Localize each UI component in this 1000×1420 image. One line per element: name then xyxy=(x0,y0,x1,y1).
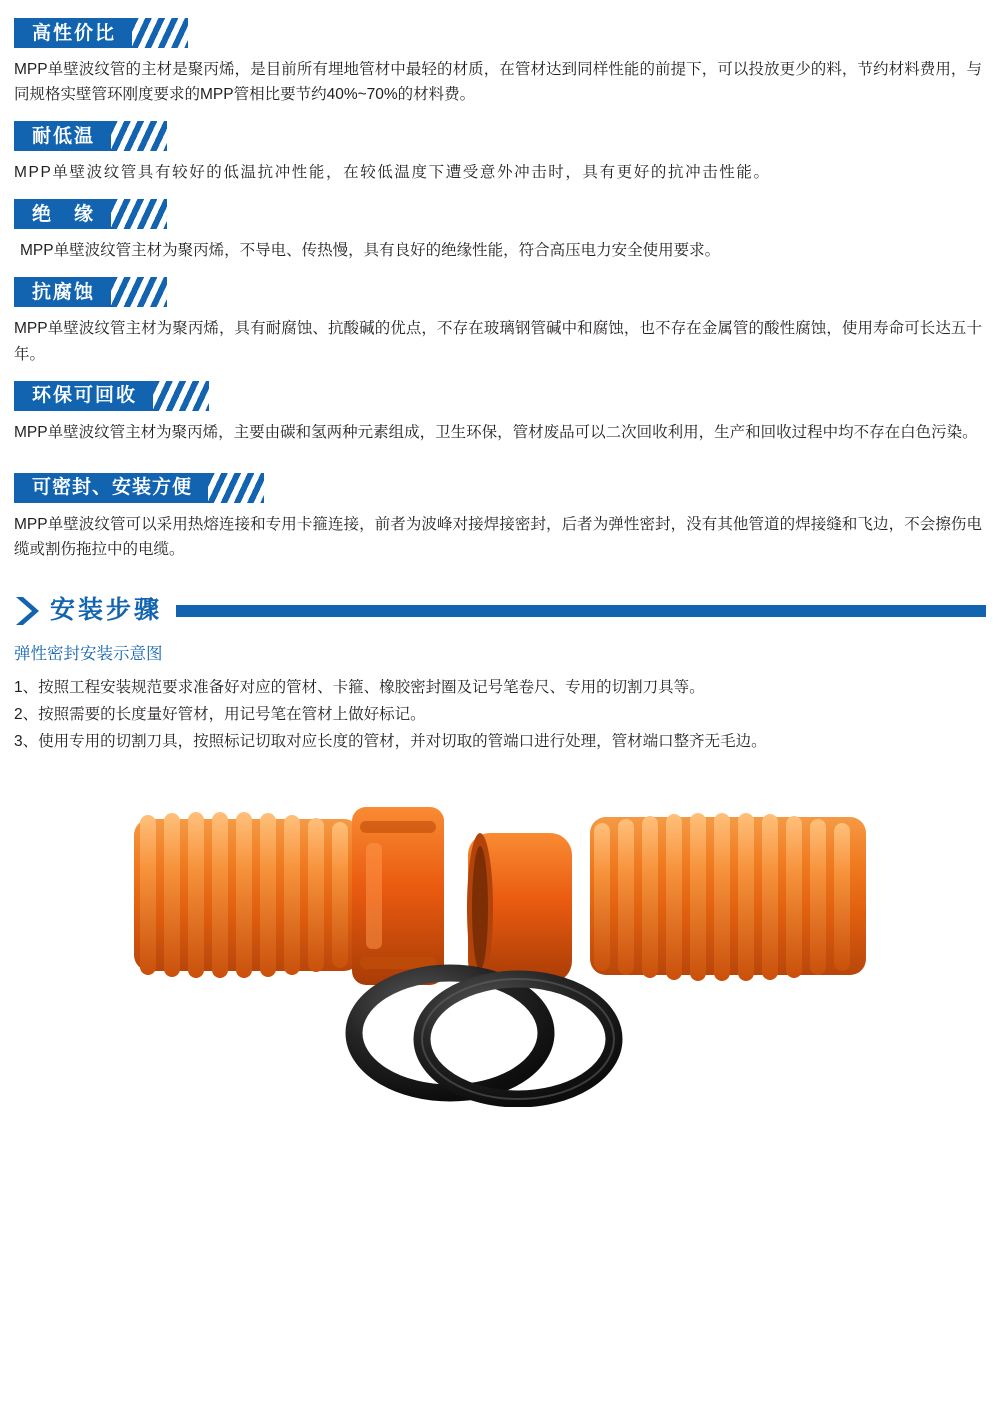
feature-badge-row-4 xyxy=(14,381,986,411)
install-step-1: 1、按照工程安装规范要求准备好对应的管材、卡箍、橡胶密封圈及记号笔卷尺、专用的切割刀具等。 xyxy=(14,678,705,696)
feature-text-3: MPP单壁波纹管主材为聚丙烯，具有耐腐蚀、抗酸碱的优点，不存在玻璃钢管碱中和腐蚀，也不存在金属管的酸性腐蚀，使用寿命可长达五十年。 xyxy=(14,320,982,363)
feature-text-5: MPP单壁波纹管可以采用热熔连接和专用卡箍连接，前者为波峰对接焊接密封，后者为弹性密封，没有其他管道的焊接缝和飞边，不会擦伤电缆或割伤拖拉中的电缆。 xyxy=(14,515,982,558)
features-section xyxy=(0,0,1000,562)
stripe-decoration-icon xyxy=(208,473,264,503)
feature-badge-2: 绝 缘 xyxy=(14,199,111,229)
feature-badge-1: 耐低温 xyxy=(14,121,111,151)
feature-badge-row-5 xyxy=(14,473,986,503)
feature-block-1 xyxy=(14,121,986,185)
feature-badge-row-0 xyxy=(14,18,986,48)
product-photo xyxy=(120,777,880,1107)
feature-block-5 xyxy=(14,473,986,562)
feature-badge-3: 抗腐蚀 xyxy=(14,277,111,307)
install-title: 安装步骤 xyxy=(50,596,163,625)
clamp-left xyxy=(352,807,444,985)
clamp-ring xyxy=(467,833,572,983)
feature-text-1: MPP单壁波纹管具有较好的低温抗冲性能，在较低温度下遭受意外冲击时，具有更好的抗冲击性能。 xyxy=(14,164,771,182)
feature-block-4 xyxy=(14,381,986,445)
install-title-bar xyxy=(176,605,986,617)
feature-badge-row-1 xyxy=(14,121,986,151)
product-photo-illustration xyxy=(120,777,880,1107)
stripe-decoration-icon xyxy=(111,277,167,307)
install-step-2: 2、按照需要的长度量好管材，用记号笔在管材上做好标记。 xyxy=(14,706,426,724)
feature-block-3 xyxy=(14,277,986,366)
install-subtitle: 弹性密封安装示意图 xyxy=(14,644,163,663)
feature-badge-row-2 xyxy=(14,199,986,229)
feature-block-0 xyxy=(14,18,986,107)
feature-text-0: MPP单壁波纹管的主材是聚丙烯，是目前所有埋地管材中最轻的材质，在管材达到同样性能的前提下，可以投放更少的料，节约材料费用，与同规格实壁管环刚度要求的MPP管相比要节约40%~70%的材料费。 xyxy=(14,61,982,104)
pipe-right xyxy=(590,813,866,981)
feature-text-2: MPP单壁波纹管主材为聚丙烯，不导电、传热慢，具有良好的绝缘性能，符合高压电力安全使用要求。 xyxy=(20,242,721,260)
feature-block-2 xyxy=(14,199,986,263)
stripe-decoration-icon xyxy=(111,199,167,229)
install-step-list xyxy=(14,674,986,755)
chevron-right-icon xyxy=(14,596,40,626)
stripe-decoration-icon xyxy=(132,18,188,48)
pipe-left xyxy=(134,812,360,978)
install-step-3: 3、使用专用的切割刀具，按照标记切取对应长度的管材，并对切取的管端口进行处理，管材端口整齐无毛边。 xyxy=(14,733,767,751)
feature-text-4: MPP单壁波纹管主材为聚丙烯，主要由碳和氢两种元素组成，卫生环保，管材废品可以二次回收利用，生产和回收过程中均不存在白色污染。 xyxy=(14,423,978,441)
stripe-decoration-icon xyxy=(153,381,209,411)
feature-badge-row-3 xyxy=(14,277,986,307)
feature-badge-0: 高性价比 xyxy=(14,18,132,48)
feature-badge-5: 可密封、安装方便 xyxy=(14,473,208,503)
stripe-decoration-icon xyxy=(111,121,167,151)
feature-badge-4: 环保可回收 xyxy=(14,381,153,411)
install-header xyxy=(14,596,986,626)
install-section xyxy=(0,596,1000,755)
